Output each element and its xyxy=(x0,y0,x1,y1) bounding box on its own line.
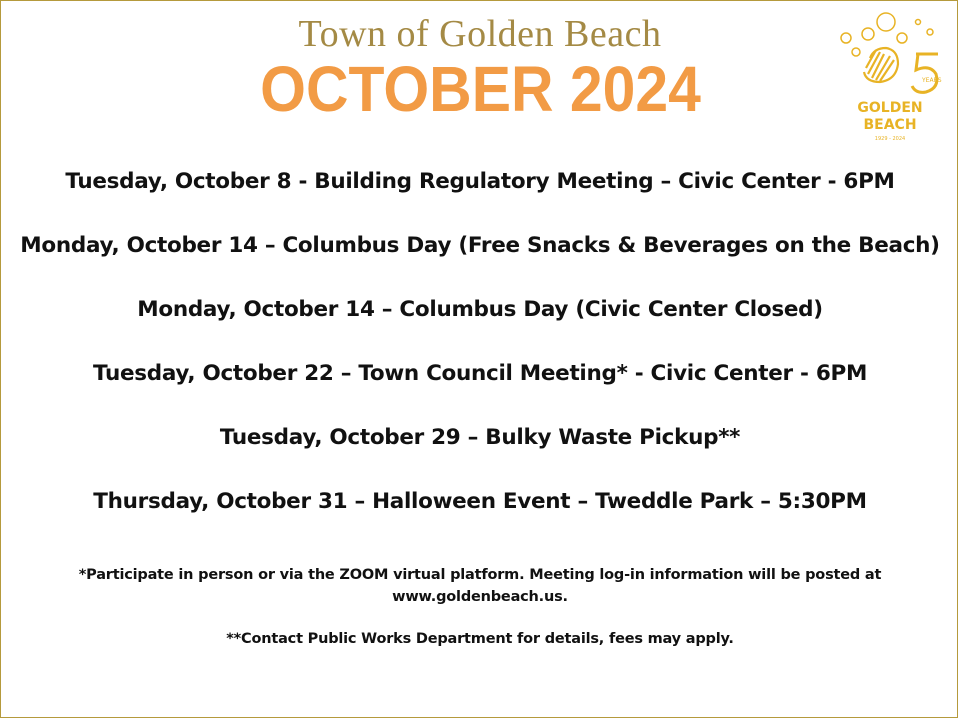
town-name: Town of Golden Beach xyxy=(298,13,662,55)
logo-beach: BEACH xyxy=(863,117,917,133)
golden-beach-95-years-logo xyxy=(830,8,950,150)
month-title: OCTOBER 2024 xyxy=(259,53,701,125)
header xyxy=(0,13,960,125)
event-bulky-waste-pickup: Tuesday, October 29 – Bulky Waste Pickup** xyxy=(219,425,741,450)
events-list xyxy=(0,165,960,549)
event-building-regulatory-meeting: Tuesday, October 8 - Building Regulatory Meeting – Civic Center - 6PM xyxy=(65,169,895,194)
logo-years: YEARS xyxy=(922,77,942,84)
footnote-public-works: **Contact Public Works Department for details, fees may apply. xyxy=(226,631,734,647)
event-town-council-meeting: Tuesday, October 22 – Town Council Meeting* - Civic Center - 6PM xyxy=(92,361,868,386)
footnote-zoom: *Participate in person or via the ZOOM virtual platform. Meeting log-in information will be posted at www.goldenbeach.us. xyxy=(78,567,882,605)
event-columbus-day-snacks: Monday, October 14 – Columbus Day (Free Snacks & Beverages on the Beach) xyxy=(20,233,940,258)
logo-golden: GOLDEN xyxy=(857,100,923,116)
footnotes xyxy=(40,564,920,650)
event-columbus-day-closed: Monday, October 14 – Columbus Day (Civic Center Closed) xyxy=(137,297,823,322)
logo-dates: 1929 - 2024 xyxy=(874,136,906,142)
event-halloween: Thursday, October 31 – Halloween Event – Tweddle Park – 5:30PM xyxy=(93,489,867,514)
